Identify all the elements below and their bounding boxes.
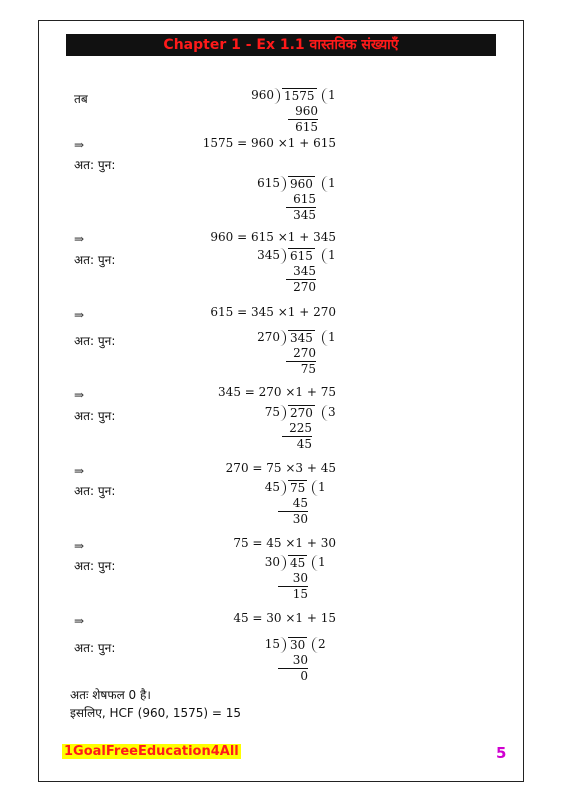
remainder: 45 [282,436,312,451]
subtrahend: 960 [295,104,318,118]
divisor: 615 [257,176,280,190]
dividend: 1575 [284,89,315,103]
remainder: 75 [286,361,316,376]
quotient: 2 [318,637,326,651]
divisor: 30 [264,555,280,569]
division-equation: 270 = 75 ×3 + 45 [225,461,336,475]
division-equation: 75 = 45 ×1 + 30 [233,536,336,550]
implies-symbol: ⇒ [74,388,85,402]
divisor: 45 [264,480,280,494]
divisor: 15 [264,637,280,651]
division-equation: 960 = 615 ×1 + 345 [210,230,336,244]
subtrahend: 615 [293,192,316,206]
implies-symbol: ⇒ [74,464,85,478]
implies-symbol: ⇒ [74,232,85,246]
division-equation: 45 = 30 ×1 + 15 [233,611,336,625]
divisor: 75 [264,405,280,419]
divisor: 270 [257,330,280,344]
again-label: अत: पुन: [74,484,116,498]
remainder: 15 [278,586,308,601]
dividend: 75 [290,481,306,495]
division-equation: 1575 = 960 ×1 + 615 [202,136,336,150]
remainder: 270 [286,279,316,294]
divisor: 960 [251,88,274,102]
again-label: अत: पुन: [74,158,116,172]
conclusion-line-1: अतः शेषफल 0 है। [70,688,151,702]
dividend: 615 [290,249,313,263]
quotient: 1 [328,176,336,190]
division-equation: 615 = 345 ×1 + 270 [210,305,336,319]
quotient: 1 [328,248,336,262]
subtrahend: 270 [293,346,316,360]
divisor: 345 [257,248,280,262]
page-number: 5 [496,744,507,762]
subtrahend: 345 [293,264,316,278]
quotient: 3 [328,405,336,419]
implies-symbol: ⇒ [74,539,85,553]
dividend: 960 [290,177,313,191]
again-label: अत: पुन: [74,641,116,655]
implies-symbol: ⇒ [74,138,85,152]
subtrahend: 225 [289,421,312,435]
quotient: 1 [318,555,326,569]
quotient: 1 [318,480,326,494]
quotient: 1 [328,330,336,344]
again-label: अत: पुन: [74,409,116,423]
remainder: 345 [286,207,316,222]
page-title: Chapter 1 - Ex 1.1 वास्तविक संख्याएँ [66,34,496,56]
subtrahend: 30 [292,571,308,585]
implies-symbol: ⇒ [74,308,85,322]
remainder: 615 [288,119,318,134]
dividend: 345 [290,331,313,345]
again-label: अत: पुन: [74,253,116,267]
dividend: 30 [290,638,306,652]
footer-brand: 1GoalFreeEducation4All [64,744,239,759]
again-label: अत: पुन: [74,559,116,573]
conclusion-line-2: इसलिए, HCF (960, 1575) = 15 [70,706,242,720]
remainder: 30 [278,511,308,526]
division-equation: 345 = 270 ×1 + 75 [218,385,336,399]
then-label: तब [74,92,88,106]
subtrahend: 45 [292,496,308,510]
quotient: 1 [328,88,336,102]
subtrahend: 30 [292,653,308,667]
dividend: 270 [290,406,313,420]
again-label: अत: पुन: [74,334,116,348]
implies-symbol: ⇒ [74,614,85,628]
dividend: 45 [290,556,306,570]
remainder: 0 [278,668,308,683]
